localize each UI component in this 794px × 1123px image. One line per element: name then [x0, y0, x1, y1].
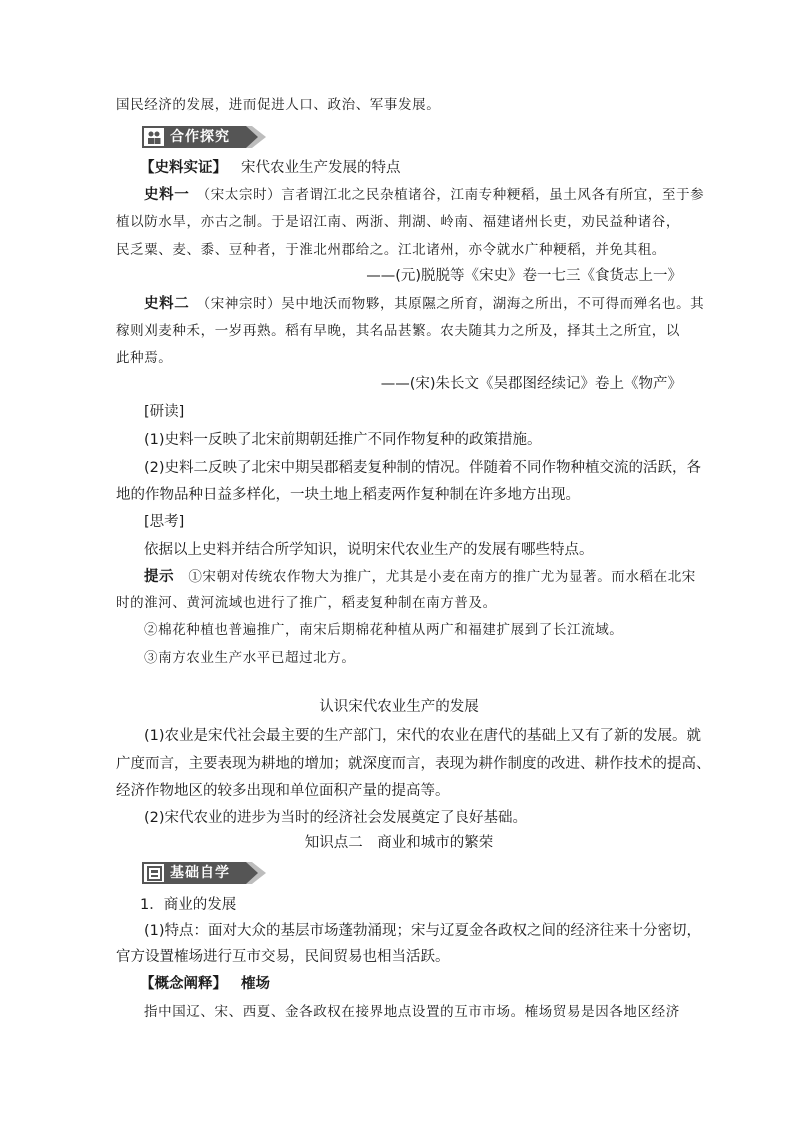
tishi-text: ①宋朝对传统农作物大为推广，尤其是小麦在南方的推广尤为显著。而水稻在北宋 — [188, 569, 696, 585]
body-line: 依据以上史料并结合所学知识，说明宋代农业生产的发展有哪些特点。 — [144, 542, 594, 558]
citation: ——(元)脱脱等《宋史》卷一七三《食货志上一》 — [366, 268, 682, 284]
banner-label: 合作探究 — [170, 129, 230, 145]
source-text: （宋神宗时）吴中地沃而物夥，其原隰之所育，湖海之所出，不可得而殚名也。其 — [203, 296, 705, 312]
body-line: 官方设置榷场进行互市交易，民间贸易也相当活跃。 — [116, 949, 450, 965]
shiliao-tag: 【史料实证】 — [140, 160, 227, 176]
section-banner-hezuo — [142, 126, 266, 148]
banner-label: 基础自学 — [170, 865, 230, 881]
tishi-line: ②棉花种植也普遍推广，南宋后期棉花种植从两广和福建扩展到了长江流域。 — [144, 622, 624, 638]
knowledge-point-title: 知识点二 商业和城市的繁荣 — [304, 835, 494, 851]
tishi-line: ③南方农业生产水平已超过北方。 — [144, 650, 356, 666]
shiliao-title: 宋代农业生产发展的特点 — [241, 160, 401, 176]
source-tag: 史料一 — [144, 187, 190, 203]
tishi-tag: 提示 — [144, 569, 175, 585]
yandu-label: [研读] — [144, 404, 185, 420]
body-line: (1)农业是宋代社会最主要的生产部门，宋代的农业在唐代的基础上又有了新的发展。就 — [144, 728, 702, 744]
gainian-title: 榷场 — [241, 976, 270, 992]
source-line: 稼则刈麦种禾，一岁再熟。稻有早晚，其名品甚繁。农夫随其力之所及，择其土之所宜，以 — [116, 323, 680, 339]
body-line: 指中国辽、宋、西夏、金各政权在接界地点设置的互市市场。榷场贸易是因各地区经济 — [144, 1004, 680, 1020]
section-heading: 认识宋代农业生产的发展 — [319, 699, 479, 715]
body-line: (2)史料二反映了北宋中期吴郡稻麦复种制的情况。伴随着不同作物种植交流的活跃，各 — [144, 460, 702, 476]
source-text: （宋太宗时）言者谓江北之民杂植诸谷，江南专种粳稻，虽土风各有所宜，至于参 — [203, 187, 705, 203]
source-line: 此种焉。 — [116, 350, 173, 366]
citation: ——(宋)朱长文《吴郡图经续记》卷上《物产》 — [380, 376, 682, 392]
sikao-label: [思考] — [144, 514, 185, 530]
source-line: 民乏粟、麦、黍、豆种者，于淮北州郡给之。江北诸州，亦令就水广种粳稻，并免其租。 — [116, 242, 666, 258]
tishi-line: 时的淮河、黄河流域也进行了推广，稻麦复种制在南方普及。 — [116, 595, 497, 611]
source-line — [144, 185, 705, 205]
body-line: (2)宋代农业的进步为当时的经济社会发展奠定了良好基础。 — [144, 810, 528, 826]
shiliao-heading — [140, 158, 706, 178]
body-line: 经济作物地区的较多出现和单位面积产量的提高等。 — [116, 783, 450, 799]
body-line: 国民经济的发展，进而促进人口、政治、军事发展。 — [116, 97, 441, 113]
body-line: 地的作物品种日益多样化，一块土地上稻麦两作复种制在许多地方出现。 — [116, 487, 580, 503]
body-line: (1)特点：面对大众的基层市场蓬勃涌现；宋与辽夏金各政权之间的经济往来十分密切， — [144, 923, 702, 939]
body-line: 1．商业的发展 — [140, 897, 237, 913]
body-line: 广度而言，主要表现为耕地的增加；就深度而言，表现为耕作制度的改进、耕作技术的提高、 — [116, 756, 711, 772]
source-tag: 史料二 — [144, 296, 190, 312]
tishi-line — [144, 567, 696, 587]
source-line — [144, 294, 705, 314]
section-banner-jichu — [142, 862, 266, 884]
source-line: 植以防水旱，亦古之制。于是诏江南、两浙、荆湖、岭南、福建诸州长吏，劝民益种诸谷， — [116, 214, 680, 230]
body-line: (1)史料一反映了北宋前期朝廷推广不同作物复种的政策措施。 — [144, 432, 542, 448]
gainian-heading — [140, 974, 706, 994]
gainian-tag: 【概念阐释】 — [140, 976, 227, 992]
